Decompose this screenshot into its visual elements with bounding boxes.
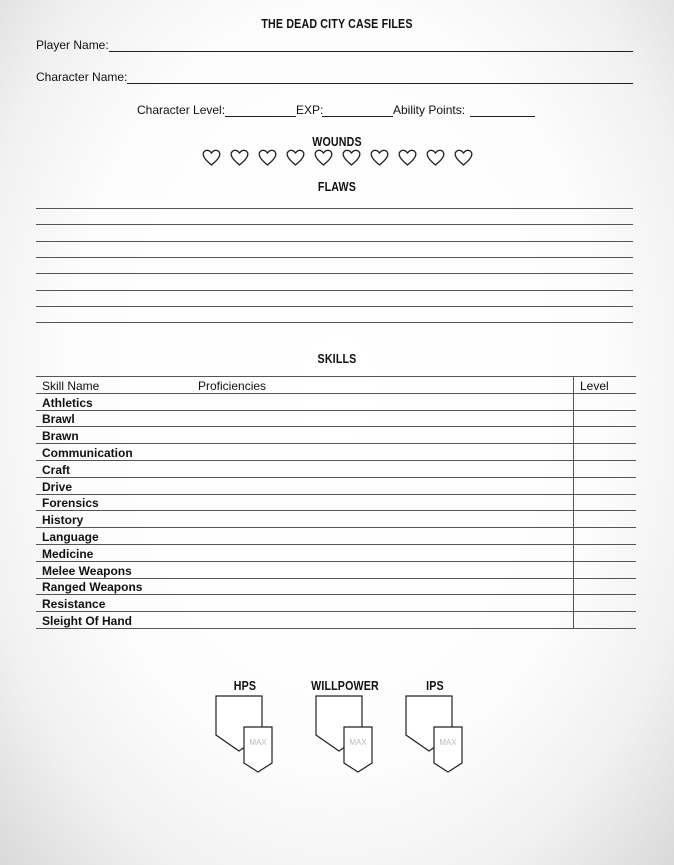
- skill-row: [36, 595, 636, 612]
- skill-row: [36, 561, 636, 578]
- skill-row: [36, 612, 636, 629]
- skill-name: Communication: [36, 444, 192, 461]
- skill-name: Forensics: [36, 494, 192, 511]
- skill-level-cell[interactable]: [574, 595, 637, 612]
- wound-heart-icon[interactable]: [453, 147, 474, 168]
- flaw-line[interactable]: [36, 224, 633, 225]
- exp-label: EXP:: [296, 103, 324, 117]
- skill-proficiencies-cell[interactable]: [192, 410, 574, 427]
- stat-block: [300, 678, 390, 785]
- skill-proficiencies-cell[interactable]: [192, 544, 574, 561]
- skill-row: [36, 393, 636, 410]
- skill-row: [36, 494, 636, 511]
- skill-level-cell[interactable]: [574, 578, 637, 595]
- skill-name: Brawl: [36, 410, 192, 427]
- skill-proficiencies-cell[interactable]: [192, 595, 574, 612]
- skill-level-cell[interactable]: [574, 460, 637, 477]
- skill-proficiencies-cell[interactable]: [192, 528, 574, 545]
- skill-level-cell[interactable]: [574, 410, 637, 427]
- flaw-line[interactable]: [36, 241, 633, 242]
- skill-level-cell[interactable]: [574, 561, 637, 578]
- skill-name: Sleight Of Hand: [36, 612, 192, 629]
- sheet-title: THE DEAD CITY CASE FILES: [261, 16, 413, 31]
- skill-proficiencies-cell[interactable]: [192, 477, 574, 494]
- skill-name: Brawn: [36, 427, 192, 444]
- wound-heart-icon[interactable]: [397, 147, 418, 168]
- skill-name: Melee Weapons: [36, 561, 192, 578]
- skill-level-cell[interactable]: [574, 494, 637, 511]
- player-name-label: Player Name:: [36, 38, 109, 52]
- level-header: Level: [574, 377, 637, 394]
- skill-row: [36, 460, 636, 477]
- character-name-label: Character Name:: [36, 70, 128, 84]
- skill-proficiencies-cell[interactable]: [192, 511, 574, 528]
- flaws-title: FLAWS: [317, 179, 357, 194]
- skill-row: [36, 544, 636, 561]
- skill-name: Athletics: [36, 393, 192, 410]
- skill-proficiencies-cell[interactable]: [192, 393, 574, 410]
- skills-table: [36, 376, 636, 629]
- skill-level-cell[interactable]: [574, 393, 637, 410]
- skill-row: [36, 477, 636, 494]
- skill-proficiencies-cell[interactable]: [192, 494, 574, 511]
- skill-proficiencies-cell[interactable]: [192, 444, 574, 461]
- character-level-field[interactable]: [225, 116, 296, 117]
- stat-label: WILLPOWER: [311, 678, 379, 693]
- skill-row: [36, 511, 636, 528]
- wounds-tracker: [201, 147, 474, 168]
- stat-label: IPS: [426, 678, 444, 693]
- skill-level-cell[interactable]: [574, 528, 637, 545]
- skill-name: History: [36, 511, 192, 528]
- skill-proficiencies-cell[interactable]: [192, 578, 574, 595]
- skill-name: Medicine: [36, 544, 192, 561]
- character-level-label: Character Level:: [137, 103, 226, 117]
- skill-level-cell[interactable]: [574, 511, 637, 528]
- wound-heart-icon[interactable]: [425, 147, 446, 168]
- player-name-field[interactable]: [109, 51, 633, 52]
- wound-heart-icon[interactable]: [285, 147, 306, 168]
- skill-row: [36, 578, 636, 595]
- ability-points-label: Ability Points:: [393, 103, 466, 117]
- exp-field[interactable]: [322, 116, 393, 117]
- wound-heart-icon[interactable]: [257, 147, 278, 168]
- skills-header-row: [36, 377, 636, 394]
- flaw-line[interactable]: [36, 290, 633, 291]
- stat-shield-icon[interactable]: [390, 693, 480, 785]
- wound-heart-icon[interactable]: [369, 147, 390, 168]
- skill-level-cell[interactable]: [574, 477, 637, 494]
- skill-row: [36, 444, 636, 461]
- stat-max-label: MAX: [249, 738, 267, 747]
- stat-label: HPS: [233, 678, 257, 693]
- skill-level-cell[interactable]: [574, 544, 637, 561]
- flaw-line[interactable]: [36, 257, 633, 258]
- skill-row: [36, 427, 636, 444]
- skill-name: Drive: [36, 477, 192, 494]
- stat-max-label: MAX: [439, 738, 457, 747]
- stat-shield-icon[interactable]: [200, 693, 290, 785]
- skill-name: Language: [36, 528, 192, 545]
- stat-shield-icon[interactable]: [300, 693, 390, 785]
- proficiencies-header: Proficiencies: [192, 377, 574, 394]
- wound-heart-icon[interactable]: [313, 147, 334, 168]
- skill-row: [36, 410, 636, 427]
- stat-block: [390, 678, 480, 785]
- skill-name: Resistance: [36, 595, 192, 612]
- skill-name: Craft: [36, 460, 192, 477]
- skill-level-cell[interactable]: [574, 444, 637, 461]
- wounds-title: WOUNDS: [312, 134, 362, 149]
- skill-proficiencies-cell[interactable]: [192, 460, 574, 477]
- flaw-line[interactable]: [36, 273, 633, 274]
- stat-block: [200, 678, 290, 785]
- wound-heart-icon[interactable]: [341, 147, 362, 168]
- flaw-line[interactable]: [36, 306, 633, 307]
- skills-title: SKILLS: [317, 351, 357, 366]
- skill-row: [36, 528, 636, 545]
- skill-level-cell[interactable]: [574, 612, 637, 629]
- flaw-line[interactable]: [36, 322, 633, 323]
- skill-proficiencies-cell[interactable]: [192, 612, 574, 629]
- skill-name-header: Skill Name: [36, 377, 192, 394]
- skill-level-cell[interactable]: [574, 427, 637, 444]
- wound-heart-icon[interactable]: [201, 147, 222, 168]
- wound-heart-icon[interactable]: [229, 147, 250, 168]
- flaw-line[interactable]: [36, 208, 633, 209]
- skill-proficiencies-cell[interactable]: [192, 561, 574, 578]
- skill-proficiencies-cell[interactable]: [192, 427, 574, 444]
- character-name-field[interactable]: [127, 83, 633, 84]
- ability-points-field[interactable]: [470, 116, 535, 117]
- skill-name: Ranged Weapons: [36, 578, 192, 595]
- stat-max-label: MAX: [349, 738, 367, 747]
